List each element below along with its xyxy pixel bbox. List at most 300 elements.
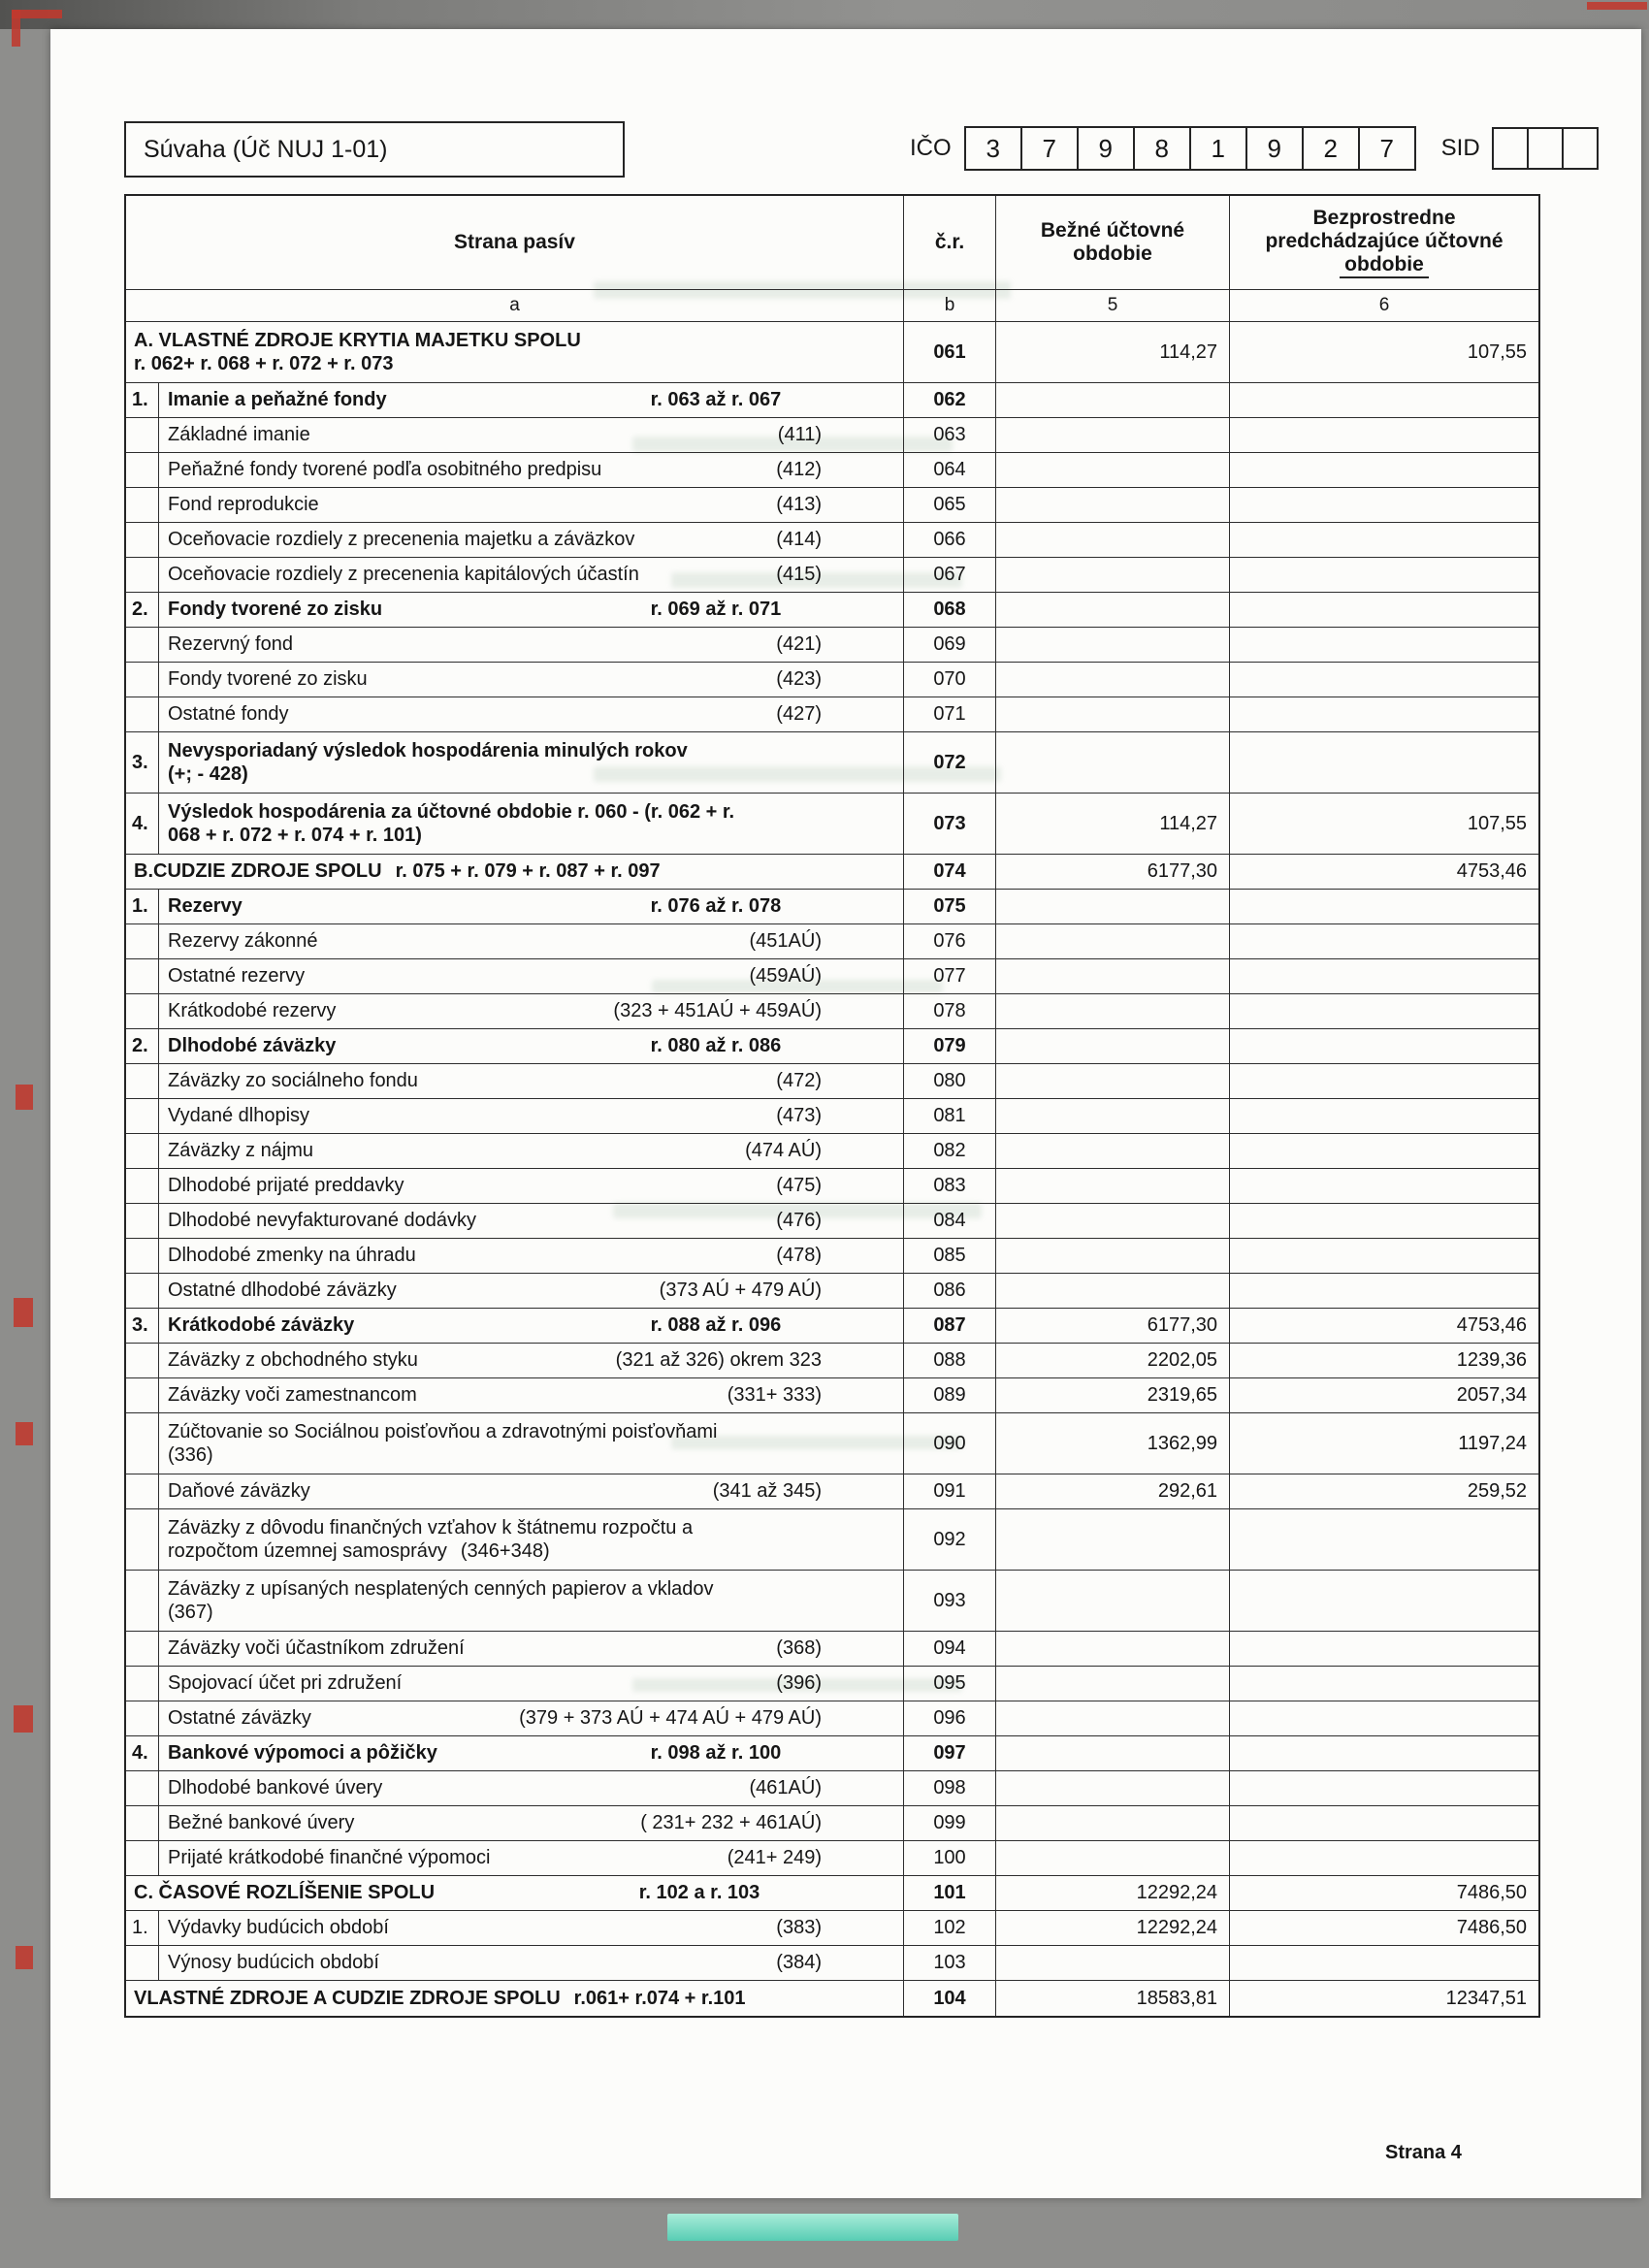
row-label: Imanie a peňažné fondy: [168, 389, 387, 410]
previous-period-value: [1230, 1571, 1538, 1632]
row-label-cell: [126, 1309, 904, 1344]
form-title: Súvaha (Úč NUJ 1-01): [144, 135, 388, 163]
row-label-cell: [126, 1841, 904, 1876]
previous-period-value: [1230, 523, 1538, 558]
row-number-value: 067: [904, 558, 996, 593]
row-label: Záväzky z dôvodu finančných vzťahov k štátnemu rozpočtu a: [168, 1516, 694, 1539]
sid-boxes: [1492, 127, 1599, 170]
row-label-line2: rozpočtom územnej samosprávy: [168, 1539, 447, 1562]
row-label: Výnosy budúcich období: [168, 1952, 379, 1973]
current-period-value: [996, 1701, 1230, 1736]
current-period-value: 2202,05: [996, 1344, 1230, 1378]
row-label-wrap: [126, 322, 903, 382]
header-previous-line3: obdobie: [1340, 253, 1429, 278]
row-account-ref: (476): [776, 1210, 822, 1231]
row-label-cell: [126, 1632, 904, 1667]
row-label-cell: [126, 1667, 904, 1701]
table-header-row: [126, 196, 1538, 290]
row-number-value: 061: [904, 322, 996, 383]
previous-period-value: [1230, 558, 1538, 593]
row-account-ref: (379 + 373 AÚ + 474 AÚ + 479 AÚ): [519, 1707, 822, 1729]
row-label: Ostatné záväzky: [168, 1707, 311, 1729]
previous-period-value: 1239,36: [1230, 1344, 1538, 1378]
row-label-line2: r. 062+ r. 068 + r. 072 + r. 073: [134, 352, 394, 374]
row-number-value: 071: [904, 697, 996, 732]
row-label: Krátkodobé rezervy: [168, 1000, 337, 1021]
previous-period-value: [1230, 1701, 1538, 1736]
current-period-value: [996, 558, 1230, 593]
subheader-b: b: [904, 290, 996, 322]
current-period-value: [996, 732, 1230, 794]
previous-period-value: [1230, 663, 1538, 697]
table-row: [126, 453, 1538, 488]
table-row: [126, 1667, 1538, 1701]
row-label-wrap: [159, 1841, 903, 1875]
row-number-value: 086: [904, 1274, 996, 1309]
row-label-cell: [126, 1736, 904, 1771]
previous-period-value: 4753,46: [1230, 1309, 1538, 1344]
current-period-value: [996, 593, 1230, 628]
row-label-cell: [126, 1771, 904, 1806]
scan-artifact-red-left-1: [16, 1085, 33, 1110]
row-label-wrap: [159, 1309, 903, 1343]
scan-artifact-red-top-left-v: [12, 10, 20, 47]
row-account-ref: r. 063 až r. 067: [650, 389, 782, 410]
row-section-number: 2.: [126, 593, 159, 627]
ico-digit-boxes: [964, 126, 1416, 171]
previous-period-value: [1230, 697, 1538, 732]
row-label: Dlhodobé bankové úvery: [168, 1777, 383, 1798]
row-number-value: 104: [904, 1981, 996, 2016]
row-account-ref: (451AÚ): [749, 930, 822, 952]
sid-box: [1492, 127, 1529, 170]
row-account-ref: (341 až 345): [712, 1480, 822, 1502]
current-period-value: [996, 1806, 1230, 1841]
ico-digit-box: 3: [964, 126, 1022, 171]
current-period-value: [996, 418, 1230, 453]
row-label: B.CUDZIE ZDROJE SPOLU: [134, 860, 382, 882]
row-label-wrap: [159, 1509, 903, 1570]
row-number-value: 081: [904, 1099, 996, 1134]
table-row: [126, 959, 1538, 994]
row-account-ref: r. 075 + r. 079 + r. 087 + r. 097: [395, 860, 661, 882]
row-label: Prijaté krátkodobé finančné výpomoci: [168, 1847, 491, 1868]
current-period-value: [996, 1134, 1230, 1169]
row-account-ref: (473): [776, 1105, 822, 1126]
row-label-wrap: [159, 1274, 903, 1308]
row-label-cell: [126, 1099, 904, 1134]
previous-period-value: [1230, 1946, 1538, 1981]
current-period-value: [996, 697, 1230, 732]
row-label-wrap: [126, 1876, 903, 1910]
scanner-edge-shadow: [0, 0, 1649, 29]
ico-digit-box: 1: [1189, 126, 1247, 171]
table-row: [126, 593, 1538, 628]
row-account-ref: (368): [776, 1637, 822, 1659]
table-row: [126, 322, 1538, 383]
row-label-wrap: [159, 1099, 903, 1133]
liabilities-table: [124, 194, 1540, 2018]
row-section-number: [126, 1239, 159, 1273]
row-label-cell: [126, 383, 904, 418]
current-period-value: [996, 994, 1230, 1029]
previous-period-value: 4753,46: [1230, 855, 1538, 890]
row-label-cell: [126, 890, 904, 924]
table-row: [126, 488, 1538, 523]
row-account-ref: ( 231+ 232 + 461AÚ): [640, 1812, 822, 1833]
row-section-number: [126, 1169, 159, 1203]
row-label-cell: [126, 322, 904, 383]
row-section-number: [126, 1771, 159, 1805]
row-number-value: 091: [904, 1474, 996, 1509]
row-account-ref: (321 až 326) okrem 323: [615, 1349, 822, 1371]
row-label: Záväzky z obchodného styku: [168, 1349, 418, 1371]
sid-label: SID: [1440, 135, 1480, 161]
current-period-value: [996, 1169, 1230, 1204]
previous-period-value: [1230, 1736, 1538, 1771]
header-strana-pasiv-label: Strana pasív: [454, 231, 575, 254]
row-number-value: 066: [904, 523, 996, 558]
current-period-value: [996, 1667, 1230, 1701]
row-section-number: [126, 959, 159, 993]
row-section-number: [126, 1806, 159, 1840]
table-row: [126, 1204, 1538, 1239]
current-period-value: [996, 1771, 1230, 1806]
table-row: [126, 1876, 1538, 1911]
row-label: Dlhodobé zmenky na úhradu: [168, 1245, 416, 1266]
current-period-value: [996, 1946, 1230, 1981]
row-label: Oceňovacie rozdiely z precenenia majetku a záväzkov: [168, 529, 635, 550]
row-label-wrap: [159, 593, 903, 627]
row-label-cell: [126, 1911, 904, 1946]
previous-period-value: [1230, 1064, 1538, 1099]
row-label-cell: [126, 1064, 904, 1099]
row-section-number: [126, 488, 159, 522]
previous-period-value: [1230, 1667, 1538, 1701]
current-period-value: [996, 1029, 1230, 1064]
current-period-value: 114,27: [996, 794, 1230, 855]
current-period-value: [996, 1509, 1230, 1571]
row-account-ref: (396): [776, 1672, 822, 1694]
previous-period-value: [1230, 1632, 1538, 1667]
row-label-wrap: [159, 1204, 903, 1238]
row-account-ref-line2: (346+348): [460, 1539, 550, 1562]
current-period-value: 18583,81: [996, 1981, 1230, 2016]
row-label-cell: [126, 1274, 904, 1309]
table-row: [126, 1029, 1538, 1064]
row-account-ref: (413): [776, 494, 822, 515]
current-period-value: [996, 1204, 1230, 1239]
row-section-number: [126, 1632, 159, 1666]
row-label-cell: [126, 1946, 904, 1981]
row-label: Fondy tvorené zo zisku: [168, 668, 368, 690]
ico-sid-row: [910, 126, 1599, 171]
row-label-cell: [126, 1806, 904, 1841]
row-section-number: 3.: [126, 732, 159, 793]
row-account-ref: (459AÚ): [749, 965, 822, 987]
row-label-wrap: [159, 994, 903, 1028]
row-section-number: 1.: [126, 890, 159, 923]
current-period-value: [996, 1632, 1230, 1667]
row-label-cell: [126, 1413, 904, 1474]
row-account-ref: (412): [776, 459, 822, 480]
row-section-number: [126, 994, 159, 1028]
row-label-cell: [126, 794, 904, 855]
row-number-value: 099: [904, 1806, 996, 1841]
previous-period-value: 7486,50: [1230, 1911, 1538, 1946]
row-label-cell: [126, 558, 904, 593]
row-label: Výdavky budúcich období: [168, 1917, 389, 1938]
table-row: [126, 855, 1538, 890]
previous-period-value: [1230, 1841, 1538, 1876]
table-row: [126, 1169, 1538, 1204]
table-body: [126, 322, 1538, 2016]
row-label-cell: [126, 732, 904, 794]
row-account-ref: (423): [776, 668, 822, 690]
table-row: [126, 924, 1538, 959]
row-label-wrap: [159, 1911, 903, 1945]
row-label-wrap: [159, 1378, 903, 1412]
previous-period-value: [1230, 628, 1538, 663]
row-label: VLASTNÉ ZDROJE A CUDZIE ZDROJE SPOLU: [134, 1987, 561, 2009]
row-label: Záväzky z upísaných nesplatených cenných papierov a vkladov: [168, 1577, 714, 1600]
row-section-number: 4.: [126, 794, 159, 854]
row-label-line2: (+; - 428): [168, 762, 248, 785]
previous-period-value: [1230, 890, 1538, 924]
row-label-cell: [126, 1981, 904, 2016]
row-account-ref: (414): [776, 529, 822, 550]
scan-artifact-red-left-3: [16, 1422, 33, 1445]
row-account-ref: (323 + 451AÚ + 459AÚ): [613, 1000, 822, 1021]
row-number-value: 069: [904, 628, 996, 663]
row-number-value: 097: [904, 1736, 996, 1771]
previous-period-value: [1230, 1029, 1538, 1064]
row-label: Fond reprodukcie: [168, 494, 319, 515]
row-number-value: 095: [904, 1667, 996, 1701]
current-period-value: [996, 1064, 1230, 1099]
row-account-ref: (411): [777, 424, 822, 445]
row-label: Ostatné rezervy: [168, 965, 306, 987]
current-period-value: [996, 488, 1230, 523]
row-number-value: 079: [904, 1029, 996, 1064]
previous-period-value: 12347,51: [1445, 1987, 1527, 2009]
table-row: [126, 1239, 1538, 1274]
scan-artifact-red-left-4: [14, 1705, 33, 1733]
row-account-ref: (427): [776, 703, 822, 725]
header-row-number: [904, 196, 996, 290]
row-label: Ostatné fondy: [168, 703, 289, 725]
row-label: Záväzky voči zamestnancom: [168, 1384, 417, 1406]
row-label-wrap: [159, 523, 903, 557]
header-current-line1: Bežné účtovné: [1040, 219, 1185, 243]
previous-period-value: [1230, 1274, 1538, 1309]
row-label: A. VLASTNÉ ZDROJE KRYTIA MAJETKU SPOLU: [134, 329, 581, 351]
current-period-value: [996, 1736, 1230, 1771]
current-period-value: 1362,99: [996, 1413, 1230, 1474]
ico-digit-box: 7: [1020, 126, 1079, 171]
previous-period-value: [1230, 1806, 1538, 1841]
previous-period-value: [1230, 994, 1538, 1029]
current-period-value: 114,27: [996, 322, 1230, 383]
row-number-value: 093: [904, 1571, 996, 1632]
row-section-number: [126, 1946, 159, 1980]
previous-period-value: [1230, 418, 1538, 453]
row-account-ref: (474 AÚ): [745, 1140, 822, 1161]
previous-period-value: [1230, 1239, 1538, 1274]
table-subheader-row: [126, 290, 1538, 322]
header-previous-period: [1230, 196, 1538, 290]
previous-period-value: [1230, 1771, 1538, 1806]
row-label-cell: [126, 488, 904, 523]
table-row: [126, 1509, 1538, 1571]
header-current-period: [996, 196, 1230, 290]
row-label: Bežné bankové úvery: [168, 1812, 355, 1833]
row-label: Zúčtovanie so Sociálnou poisťovňou a zdravotnými poisťovňami: [168, 1420, 718, 1442]
row-account-ref: (415): [776, 564, 822, 585]
table-row: [126, 1806, 1538, 1841]
table-row: [126, 1344, 1538, 1378]
table-row: [126, 418, 1538, 453]
row-label-cell: [126, 1509, 904, 1571]
row-label: Záväzky voči účastníkom združení: [168, 1637, 465, 1659]
table-row: [126, 1413, 1538, 1474]
table-row: [126, 1378, 1538, 1413]
previous-period-value: [1230, 488, 1538, 523]
row-label-cell: [126, 418, 904, 453]
row-section-number: [126, 697, 159, 731]
row-section-number: [126, 1701, 159, 1735]
row-label-cell: [126, 1029, 904, 1064]
row-number-value: 101: [904, 1876, 996, 1911]
row-number-value: 089: [904, 1378, 996, 1413]
table-row: [126, 383, 1538, 418]
current-period-value: [996, 890, 1230, 924]
current-period-value: [996, 1274, 1230, 1309]
row-label: Dlhodobé záväzky: [168, 1035, 337, 1056]
table-row: [126, 1309, 1538, 1344]
table-row: [126, 1911, 1538, 1946]
row-label-cell: [126, 924, 904, 959]
row-section-number: [126, 1134, 159, 1168]
row-section-number: 1.: [126, 383, 159, 417]
row-section-number: [126, 1667, 159, 1701]
row-number-value: 082: [904, 1134, 996, 1169]
row-number-value: 083: [904, 1169, 996, 1204]
row-section-number: [126, 1378, 159, 1412]
row-number-value: 080: [904, 1064, 996, 1099]
current-period-value: 6177,30: [996, 1309, 1230, 1344]
row-label-wrap: [159, 732, 903, 793]
row-account-ref: (373 AÚ + 479 AÚ): [659, 1280, 822, 1301]
row-number-value: 085: [904, 1239, 996, 1274]
current-period-value: [996, 1099, 1230, 1134]
row-number-value: 094: [904, 1632, 996, 1667]
row-account-ref: (475): [776, 1175, 822, 1196]
row-label-line2: 068 + r. 072 + r. 074 + r. 101): [168, 824, 422, 846]
current-period-value: [996, 924, 1230, 959]
table-row: [126, 1274, 1538, 1309]
previous-period-value: 107,55: [1230, 322, 1538, 383]
table-row: [126, 1099, 1538, 1134]
row-label-cell: [126, 1701, 904, 1736]
row-label: Záväzky z nájmu: [168, 1140, 314, 1161]
table-row: [126, 1701, 1538, 1736]
table-row: [126, 1632, 1538, 1667]
row-label: Záväzky zo sociálneho fondu: [168, 1070, 418, 1091]
document-page: [50, 29, 1641, 2198]
current-period-value: [996, 1239, 1230, 1274]
row-label-wrap: [159, 1064, 903, 1098]
row-number-value: 087: [904, 1309, 996, 1344]
table-row: [126, 794, 1538, 855]
current-period-value: 2319,65: [996, 1378, 1230, 1413]
row-label-wrap: [126, 1981, 903, 2016]
row-account-ref: (384): [776, 1952, 822, 1973]
form-title-box: [124, 121, 625, 178]
row-number-value: 078: [904, 994, 996, 1029]
row-number-value: 103: [904, 1946, 996, 1981]
previous-period-value: [1230, 593, 1538, 628]
row-label-line2: (336): [168, 1443, 213, 1466]
row-label-cell: [126, 855, 904, 890]
row-account-ref: r. 069 až r. 071: [650, 599, 782, 620]
row-section-number: [126, 1841, 159, 1875]
row-number-value: 068: [904, 593, 996, 628]
row-label: Dlhodobé prijaté preddavky: [168, 1175, 404, 1196]
row-section-number: 2.: [126, 1029, 159, 1063]
row-account-ref: (478): [776, 1245, 822, 1266]
row-account-ref: (461AÚ): [749, 1777, 822, 1798]
row-label: Peňažné fondy tvorené podľa osobitného predpisu: [168, 459, 602, 480]
previous-period-value: [1230, 1099, 1538, 1134]
scan-artifact-cyan-bar: [667, 2214, 958, 2241]
row-label-wrap: [159, 890, 903, 923]
current-period-value: [996, 663, 1230, 697]
previous-period-value: [1230, 732, 1538, 794]
row-section-number: [126, 1571, 159, 1631]
row-section-number: [126, 1509, 159, 1570]
row-number-value: 070: [904, 663, 996, 697]
current-period-value: [996, 959, 1230, 994]
row-number-value: 077: [904, 959, 996, 994]
row-section-number: 1.: [126, 1911, 159, 1945]
row-section-number: [126, 418, 159, 452]
header-cr-label: č.r.: [934, 231, 965, 254]
row-label-cell: [126, 1344, 904, 1378]
ico-digit-box: 7: [1358, 126, 1416, 171]
table-row: [126, 1064, 1538, 1099]
row-section-number: [126, 1064, 159, 1098]
previous-period-value: 2057,34: [1230, 1378, 1538, 1413]
row-account-ref: (472): [776, 1070, 822, 1091]
row-section-number: [126, 1474, 159, 1508]
row-label: Bankové výpomoci a pôžičky: [168, 1742, 437, 1764]
previous-period-value: [1230, 1204, 1538, 1239]
row-label-wrap: [159, 1134, 903, 1168]
header-current-line2: obdobie: [1073, 243, 1152, 265]
current-period-value: 292,61: [996, 1474, 1230, 1509]
row-label-cell: [126, 453, 904, 488]
row-section-number: [126, 924, 159, 958]
row-section-number: [126, 663, 159, 697]
row-account-ref: (421): [776, 633, 822, 655]
row-section-number: 4.: [126, 1736, 159, 1770]
row-label-cell: [126, 593, 904, 628]
current-period-value: 12292,24: [996, 1911, 1230, 1946]
row-label-cell: [126, 959, 904, 994]
row-section-number: [126, 453, 159, 487]
row-account-ref: r. 088 až r. 096: [650, 1314, 782, 1336]
